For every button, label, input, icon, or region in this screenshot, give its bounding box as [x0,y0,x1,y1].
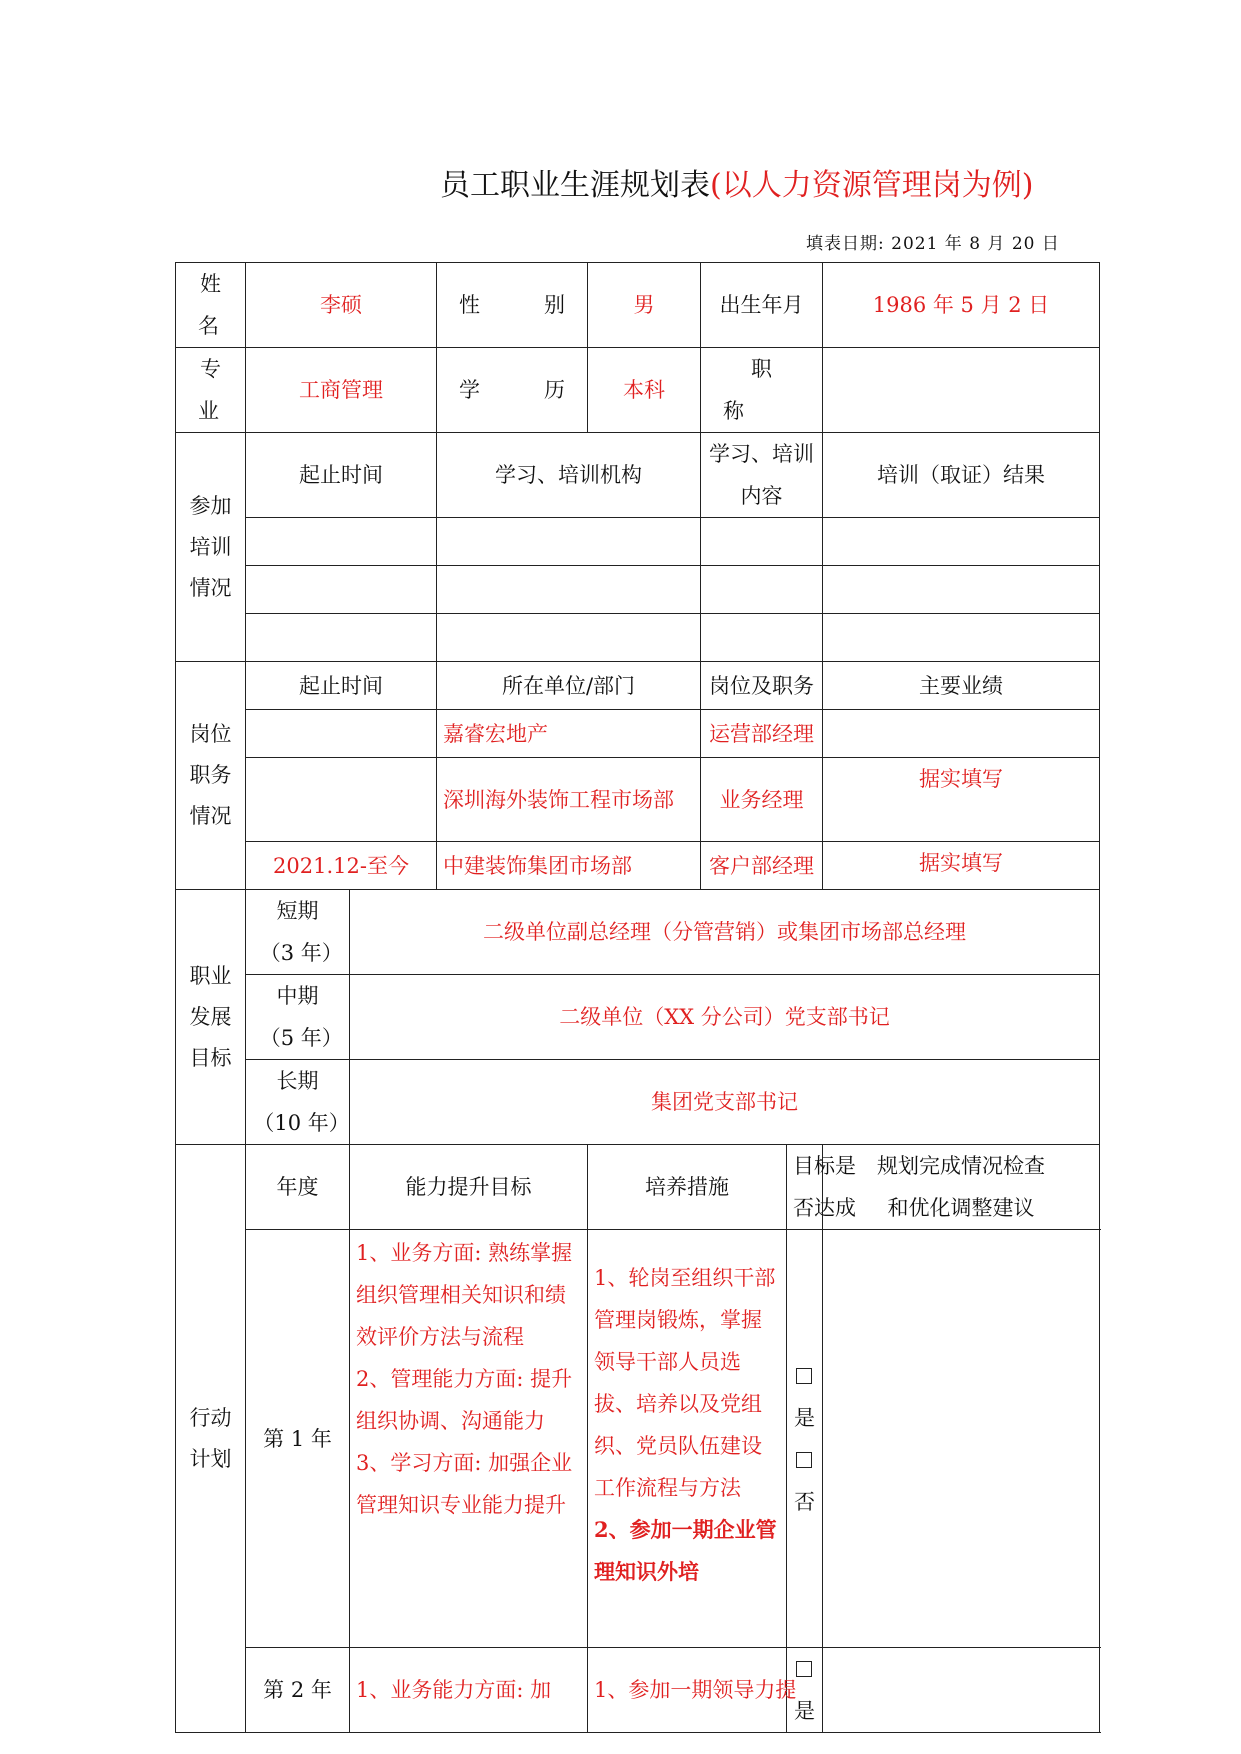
action-review[interactable] [823,1648,1100,1733]
title-main: 员工职业生涯规划表 [440,168,710,203]
checkbox-icon [796,1661,812,1677]
checkbox-icon [796,1368,812,1384]
action-header-targets: 能力提升目标 [350,1145,588,1230]
training-row [176,614,1100,662]
training-header-period: 起止时间 [246,433,437,518]
checkbox-icon [796,1452,812,1468]
positions-section-label: 岗位职务情况 [176,662,246,890]
action-achieved [787,1230,823,1648]
action-header-achieved: 目标是否达成 [787,1145,823,1230]
training-cell[interactable] [246,566,437,614]
birth-label: 出生年月 [701,263,823,348]
measure-item: 2、参加一期企业管理知识外培 [594,1516,777,1584]
position-period[interactable]: 2021.12-至今 [246,842,437,890]
action-header-year: 年度 [246,1145,350,1230]
action-measures[interactable] [588,1230,787,1648]
action-header-review: 规划完成情况检查和优化调整建议 [823,1145,1100,1230]
training-cell[interactable] [437,518,701,566]
training-header-result: 培训（取证）结果 [823,433,1100,518]
position-row [176,758,1100,842]
goal-row [176,1060,1100,1145]
basic-row-2 [176,348,1100,433]
target-item: 3、学习方面: 加强企业管理知识专业能力提升 [356,1451,573,1517]
position-post[interactable]: 业务经理 [701,758,823,842]
training-cell[interactable] [823,518,1100,566]
training-cell[interactable] [246,614,437,662]
action-year: 第 2 年 [246,1648,350,1733]
goals-section-label: 职业发展目标 [176,890,246,1145]
training-cell[interactable] [701,566,823,614]
action-row-year-1 [176,1230,1100,1648]
positions-header-period: 起止时间 [246,662,437,710]
position-row [176,842,1100,890]
education-value[interactable]: 本科 [588,348,701,433]
name-value[interactable]: 李硕 [246,263,437,348]
position-period[interactable] [246,758,437,842]
positions-header-unit: 所在单位/部门 [437,662,701,710]
target-item: 1、业务方面: 熟练掌握组织管理相关知识和绩效评价方法与流程 [356,1241,573,1349]
goal-text[interactable]: 集团党支部书记 [350,1060,1100,1145]
birth-value[interactable]: 1986 年 5 月 2 日 [823,263,1100,348]
name-label: 姓 名 [176,263,246,348]
action-section-label: 行动计划 [176,1145,246,1733]
position-unit[interactable]: 中建装饰集团市场部 [437,842,701,890]
training-cell[interactable] [823,566,1100,614]
goal-row [176,975,1100,1060]
position-period[interactable] [246,710,437,758]
training-section-label: 参加培训情况 [176,433,246,662]
training-cell[interactable] [437,614,701,662]
position-post[interactable]: 运营部经理 [701,710,823,758]
yes-option[interactable]: 是 [793,1648,816,1732]
goal-text[interactable]: 二级单位（XX 分公司）党支部书记 [350,975,1100,1060]
goal-term: 短期（3 年） [246,890,350,975]
positions-header-post: 岗位及职务 [701,662,823,710]
training-cell[interactable] [246,518,437,566]
training-cell[interactable] [701,614,823,662]
positions-header-row [176,662,1100,710]
target-item: 2、管理能力方面: 提升组织协调、沟通能力 [356,1367,573,1433]
yes-option[interactable]: 是 [793,1355,816,1439]
action-targets[interactable] [350,1230,588,1648]
major-label: 专 业 [176,348,246,433]
action-review[interactable] [823,1230,1100,1648]
position-achievement[interactable] [823,710,1100,758]
training-header-content: 学习、培训内容 [701,433,823,518]
job-title-value[interactable] [823,348,1100,433]
action-targets[interactable]: 1、业务能力方面: 加 [350,1648,588,1733]
training-cell[interactable] [437,566,701,614]
goal-term: 中期（5 年） [246,975,350,1060]
no-option[interactable]: 否 [793,1439,816,1523]
training-header-row [176,433,1100,518]
major-value[interactable]: 工商管理 [246,348,437,433]
training-header-institution: 学习、培训机构 [437,433,701,518]
action-row-year-2 [176,1648,1100,1733]
action-year: 第 1 年 [246,1230,350,1648]
goal-text[interactable]: 二级单位副总经理（分管营销）或集团市场部总经理 [350,890,1100,975]
training-row [176,518,1100,566]
position-achievement[interactable]: 据实填写 [823,758,1100,842]
page-title [440,160,1033,204]
positions-header-achievement: 主要业绩 [823,662,1100,710]
position-post[interactable]: 客户部经理 [701,842,823,890]
training-cell[interactable] [701,518,823,566]
fill-date: 填表日期: 2021 年 8 月 20 日 [806,234,1060,254]
goal-term: 长期（10 年） [246,1060,350,1145]
job-title-label: 职 称 [701,348,823,433]
action-header-measures: 培养措施 [588,1145,787,1230]
basic-row-1 [176,263,1100,348]
position-unit[interactable]: 深圳海外装饰工程市场部 [437,758,701,842]
measure-item: 1、轮岗至组织干部管理岗锻炼，掌握领导干部人员选拔、培养以及党组织、党员队伍建设工作流程与方法 [594,1265,776,1500]
education-label: 学 历 [437,348,588,433]
gender-value[interactable]: 男 [588,263,701,348]
career-plan-form [175,262,1100,1733]
position-row [176,710,1100,758]
gender-label: 性 别 [437,263,588,348]
action-measures[interactable]: 1、参加一期领导力提 [588,1648,787,1733]
training-row [176,566,1100,614]
position-unit[interactable]: 嘉睿宏地产 [437,710,701,758]
action-header-row [176,1145,1100,1230]
training-cell[interactable] [823,614,1100,662]
position-achievement[interactable]: 据实填写 [823,842,1100,890]
title-sub: (以人力资源管理岗为例) [710,168,1034,203]
goal-row [176,890,1100,975]
